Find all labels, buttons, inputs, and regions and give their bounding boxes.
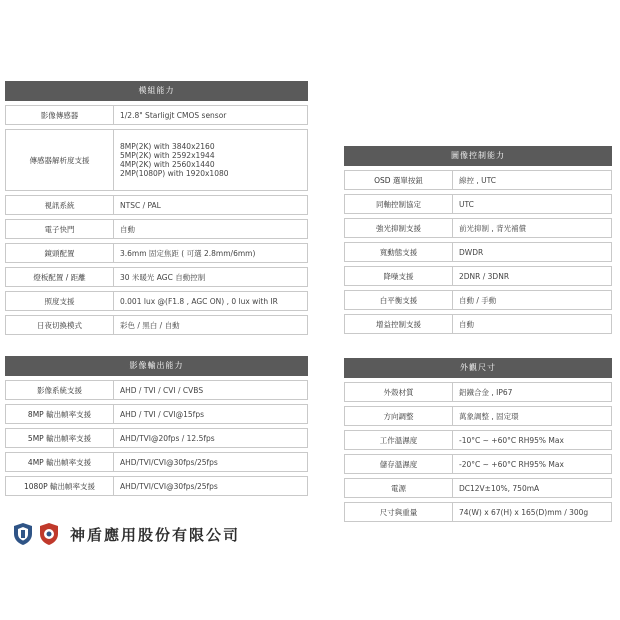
row-value: -20°C ~ +60°C RH95% Max xyxy=(459,459,564,469)
table-row xyxy=(344,382,612,402)
row-value: 自動 xyxy=(120,224,135,234)
row-label: 照度支援 xyxy=(6,292,114,310)
row-label: 方向調整 xyxy=(345,407,453,425)
row-value: DWDR xyxy=(459,247,484,257)
table-row xyxy=(344,242,612,262)
table-row xyxy=(5,404,308,424)
row-value: 自動 xyxy=(459,319,474,329)
row-label: 影像傳感器 xyxy=(6,106,114,124)
module-table xyxy=(5,81,308,335)
table-row xyxy=(5,380,308,400)
row-value: 3.6mm 固定焦距 ( 可選 2.8mm/6mm) xyxy=(120,248,256,258)
table-row xyxy=(5,452,308,472)
table-row xyxy=(344,502,612,522)
row-label: 日夜切換模式 xyxy=(6,316,114,334)
row-value: 74(W) x 67(H) x 165(D)mm / 300g xyxy=(459,507,589,517)
company-name: 神盾應用股份有限公司 xyxy=(70,525,241,544)
row-value-line: 4MP(2K) with 2560x1440 xyxy=(120,160,215,169)
table-row xyxy=(344,194,612,214)
table-row xyxy=(5,291,308,311)
row-value: DC12V±10%, 750mA xyxy=(459,483,540,493)
row-value-line: 8MP(2K) with 3840x2160 xyxy=(120,142,215,151)
row-value: AHD/TVI/CVI@30fps/25fps xyxy=(120,481,218,491)
row-label: 電子快門 xyxy=(6,220,114,238)
table-row xyxy=(5,105,308,125)
row-value: AHD / TVI / CVI@15fps xyxy=(120,409,204,419)
video-output-table-header: 影像輸出能力 xyxy=(5,356,308,376)
shield-icon xyxy=(12,522,34,546)
row-value-line: 5MP(2K) with 2592x1944 xyxy=(120,151,215,160)
row-label: 燈板配置 / 距離 xyxy=(6,268,114,286)
row-value: -10°C ~ +60°C RH95% Max xyxy=(459,435,564,445)
image-control-table xyxy=(344,146,612,334)
table-row xyxy=(344,430,612,450)
row-label: 同軸控制協定 xyxy=(345,195,453,213)
module-table-header: 模組能力 xyxy=(5,81,308,101)
row-value: AHD/TVI@20fps / 12.5fps xyxy=(120,433,215,443)
table-row xyxy=(344,478,612,498)
table-row xyxy=(5,428,308,448)
row-label: 增益控制支援 xyxy=(345,315,453,333)
row-label: 4MP 輸出幀率支援 xyxy=(6,453,114,471)
row-label: OSD 選單按鈕 xyxy=(345,171,453,189)
row-label: 1080P 輸出幀率支援 xyxy=(6,477,114,495)
row-value: 鋁鐵合金 , IP67 xyxy=(459,387,513,397)
row-value: 30 米暖光 AGC 自動控制 xyxy=(120,272,206,282)
row-label: 強光抑制支援 xyxy=(345,219,453,237)
dimensions-table-header: 外觀尺寸 xyxy=(344,358,612,378)
row-value-line: 2MP(1080P) with 1920x1080 xyxy=(120,169,229,178)
table-row xyxy=(344,314,612,334)
row-label: 5MP 輸出幀率支援 xyxy=(6,429,114,447)
dimensions-table xyxy=(344,358,612,522)
row-label: 寬動態支援 xyxy=(345,243,453,261)
brand-logo xyxy=(12,522,240,546)
row-value: 1/2.8" Starligjt CMOS sensor xyxy=(120,110,227,120)
row-label: 降噪支援 xyxy=(345,267,453,285)
emblem-icon xyxy=(38,522,60,546)
table-row xyxy=(5,219,308,239)
row-label: 電源 xyxy=(345,479,453,497)
row-value: 前光抑制 , 背光補償 xyxy=(459,223,527,233)
row-value xyxy=(114,130,229,190)
table-row xyxy=(5,476,308,496)
table-row xyxy=(5,267,308,287)
row-label: 視訊系統 xyxy=(6,196,114,214)
row-label: 8MP 輸出幀率支援 xyxy=(6,405,114,423)
table-row xyxy=(344,454,612,474)
row-value: 線控 , UTC xyxy=(459,175,497,185)
row-label: 外殼材質 xyxy=(345,383,453,401)
video-output-table xyxy=(5,356,308,496)
table-row xyxy=(344,218,612,238)
row-label: 儲存溫濕度 xyxy=(345,455,453,473)
table-row xyxy=(344,170,612,190)
row-value: 彩色 / 黑白 / 自動 xyxy=(120,320,180,330)
row-value: 0.001 lux @(F1.8 , AGC ON) , 0 lux with IR xyxy=(120,296,278,306)
row-label: 白平衡支援 xyxy=(345,291,453,309)
table-row xyxy=(5,195,308,215)
row-value: AHD/TVI/CVI@30fps/25fps xyxy=(120,457,218,467)
row-value: 萬象調整 , 固定環 xyxy=(459,411,519,421)
row-value: NTSC / PAL xyxy=(120,200,161,210)
row-value: 自動 / 手動 xyxy=(459,295,497,305)
row-label: 影像系統支援 xyxy=(6,381,114,399)
table-row xyxy=(344,290,612,310)
row-label: 傳感器解析度支援 xyxy=(6,130,114,190)
row-label: 鏡頭配置 xyxy=(6,244,114,262)
row-label: 工作溫濕度 xyxy=(345,431,453,449)
table-row xyxy=(344,266,612,286)
row-label: 尺寸與重量 xyxy=(345,503,453,521)
row-value: 2DNR / 3DNR xyxy=(459,271,510,281)
table-row xyxy=(344,406,612,426)
image-control-table-header: 圖像控制能力 xyxy=(344,146,612,166)
table-row xyxy=(5,315,308,335)
row-value: AHD / TVI / CVI / CVBS xyxy=(120,385,204,395)
table-row xyxy=(5,243,308,263)
row-value: UTC xyxy=(459,199,474,209)
table-row xyxy=(5,129,308,191)
